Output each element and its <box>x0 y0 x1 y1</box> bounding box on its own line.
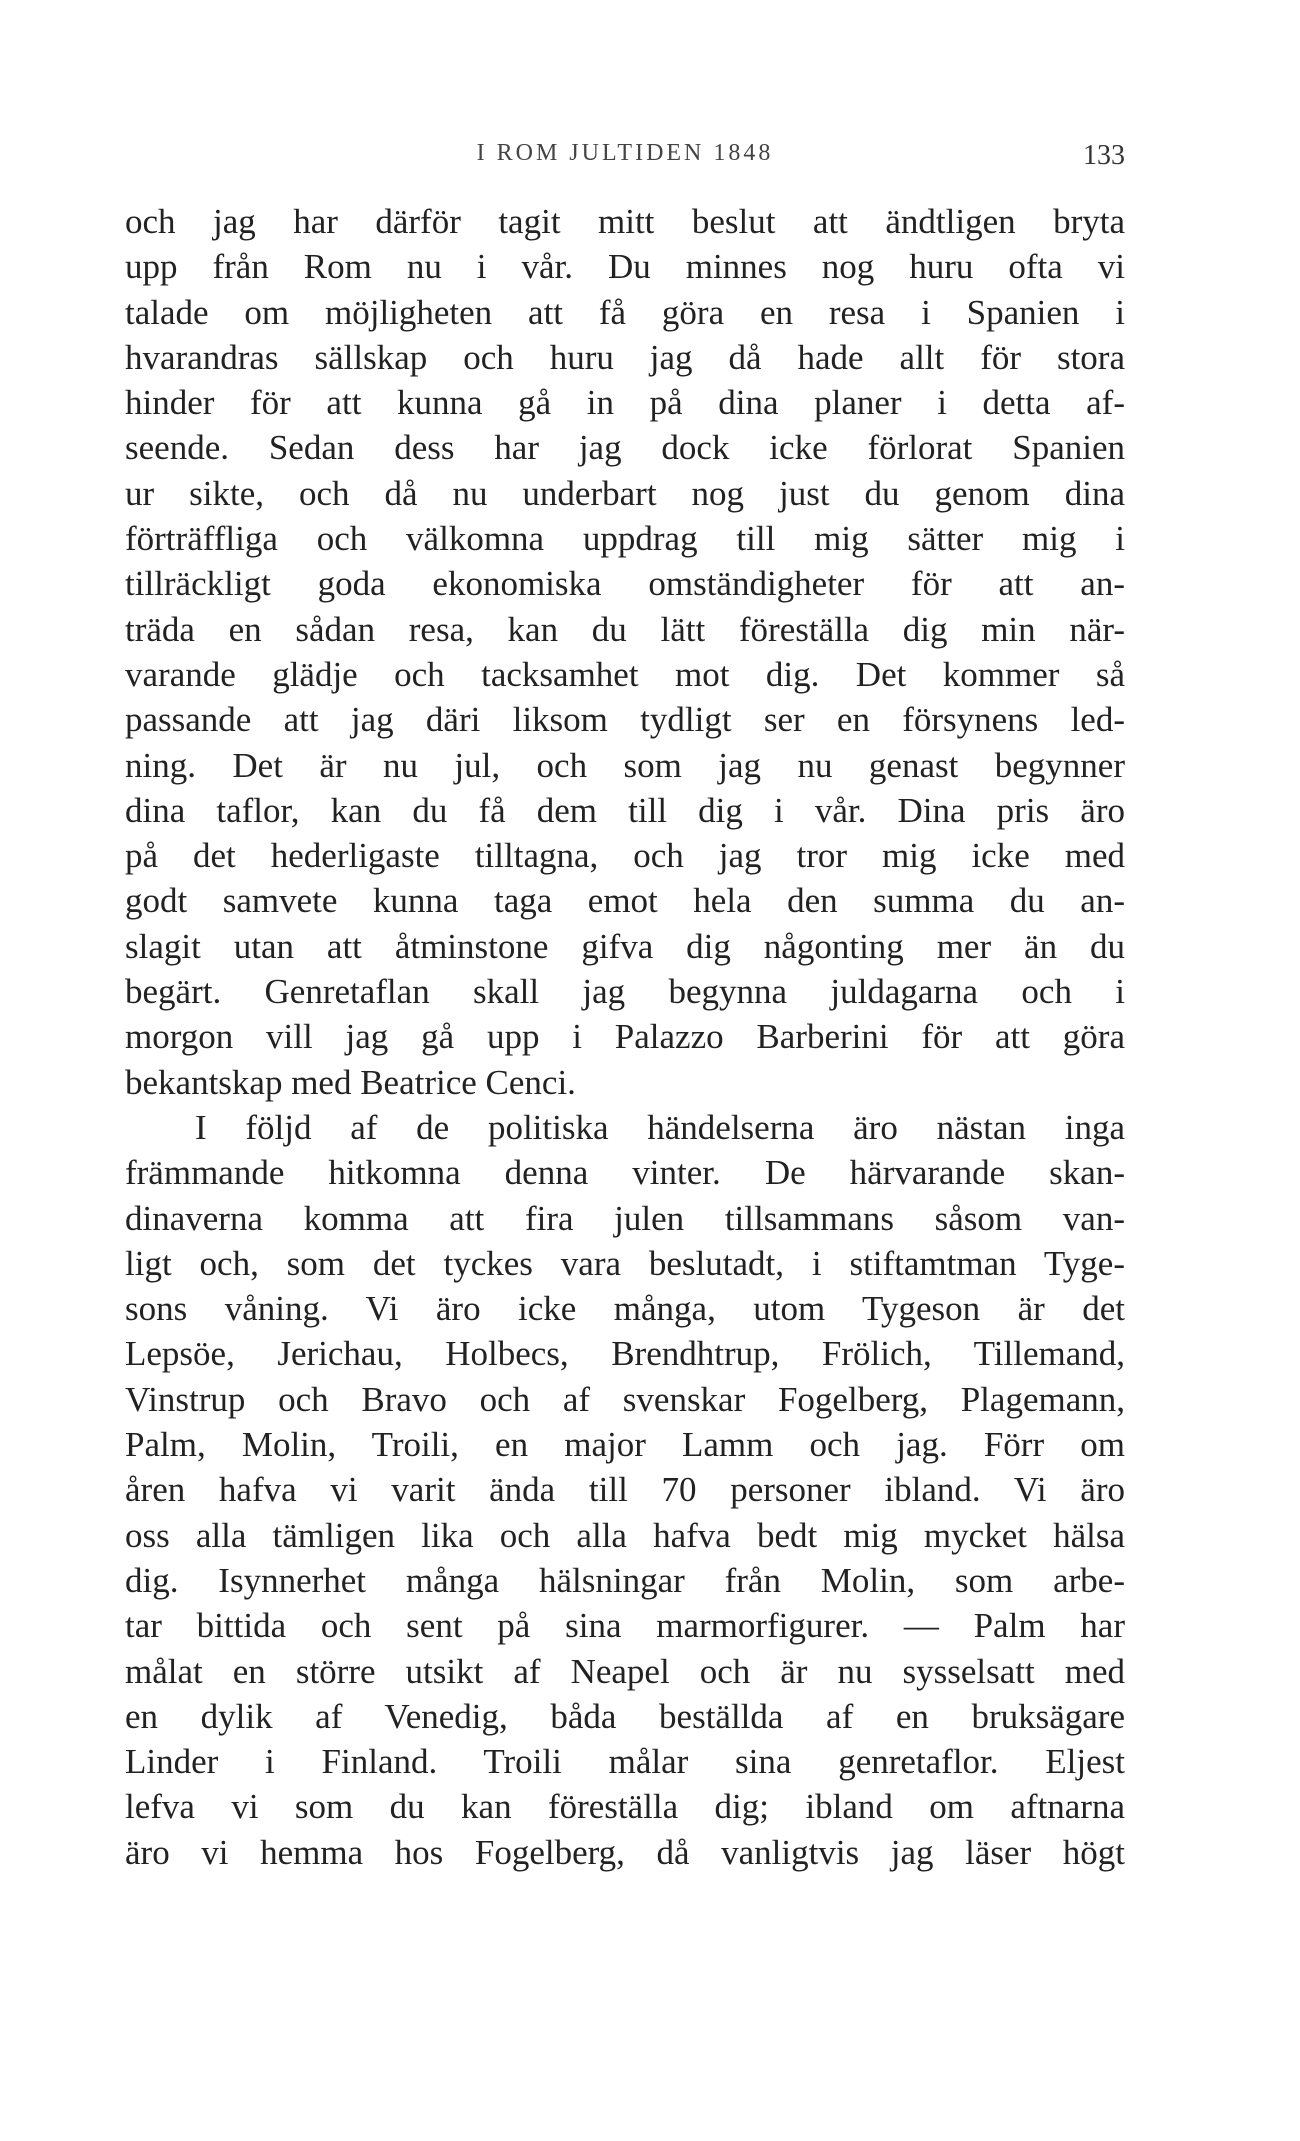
text-line: upp från Rom nu i vår. Du minnes nog huru ofta vi <box>125 247 1125 287</box>
text-line: målat en större utsikt af Neapel och är nu sysselsatt med <box>125 1651 1125 1691</box>
text-line: dinaverna komma att fira julen tillsammans såsom van- <box>125 1198 1125 1238</box>
text-line: seende. Sedan dess har jag dock icke förlorat Spanien <box>125 428 1125 468</box>
text-line: slagit utan att åtminstone gifva dig någonting mer än du <box>125 926 1125 966</box>
text-line: dina taflor, kan du få dem till dig i vår. Dina pris äro <box>125 790 1125 830</box>
text-line: dig. Isynnerhet många hälsningar från Molin, som arbe- <box>125 1560 1125 1600</box>
text-line: på det hederligaste tilltagna, och jag tror mig icke med <box>125 836 1125 876</box>
running-title: I ROM JULTIDEN 1848 <box>476 140 774 166</box>
page-number: 133 <box>1083 140 1125 171</box>
text-line: ligt och, som det tyckes vara beslutadt, i stiftamtman Tyge- <box>125 1243 1125 1283</box>
text-line: främmande hitkomna denna vinter. De härvarande skan- <box>125 1153 1125 1193</box>
text-line: lefva vi som du kan föreställa dig; ibland om aftnarna <box>125 1787 1125 1827</box>
text-line: Lepsöe, Jerichau, Holbecs, Brendhtrup, Frölich, Tillemand, <box>125 1334 1125 1374</box>
text-line: Palm, Molin, Troili, en major Lamm och jag. Förr om <box>125 1425 1125 1465</box>
text-line: Linder i Finland. Troili målar sina genretaflor. Eljest <box>125 1742 1125 1782</box>
text-line: oss alla tämligen lika och alla hafva bedt mig mycket hälsa <box>125 1515 1125 1555</box>
text-line: och jag har därför tagit mitt beslut att ändtligen bryta <box>125 202 1125 241</box>
text-line: begärt. Genretaflan skall jag begynna juldagarna och i <box>125 972 1125 1012</box>
text-line: Vinstrup och Bravo och af svenskar Fogelberg, Plagemann, <box>125 1379 1125 1419</box>
text-line: tillräckligt goda ekonomiska omständigheter för att an- <box>125 564 1125 604</box>
text-line: sons våning. Vi äro icke många, utom Tygeson är det <box>125 1289 1125 1329</box>
text-line: hvarandras sällskap och huru jag då hade allt för stora <box>125 337 1125 377</box>
text-line: ur sikte, och då nu underbart nog just du genom dina <box>125 473 1125 513</box>
text-line: åren hafva vi varit ända till 70 personer ibland. Vi äro <box>125 1470 1125 1510</box>
text-line: tar bittida och sent på sina marmorfigurer. — Palm har <box>125 1606 1125 1646</box>
text-line: varande glädje och tacksamhet mot dig. Det kommer så <box>125 654 1125 694</box>
body-text <box>125 199 1125 1875</box>
text-line: förträffliga och välkomna uppdrag till mig sätter mig i <box>125 519 1125 559</box>
text-line: ning. Det är nu jul, och som jag nu genast begynner <box>125 745 1125 785</box>
text-line: godt samvete kunna taga emot hela den summa du an- <box>125 881 1125 921</box>
paragraph-end-line: bekantskap med Beatrice Cenci. <box>125 1062 576 1102</box>
text-line: talade om möjligheten att få göra en resa i Spanien i <box>125 292 1125 332</box>
text-line: träda en sådan resa, kan du lätt föreställa dig min när- <box>125 609 1125 649</box>
text-line: äro vi hemma hos Fogelberg, då vanligtvis jag läser högt <box>125 1832 1125 1872</box>
text-line: morgon vill jag gå upp i Palazzo Barberini för att göra <box>125 1017 1125 1057</box>
paragraph-start-line: I följd af de politiska händelserna äro nästan inga <box>195 1107 1125 1147</box>
text-line: hinder för att kunna gå in på dina planer i detta af- <box>125 383 1125 423</box>
running-head <box>125 140 1125 180</box>
text-line: en dylik af Venedig, båda beställda af en bruksägare <box>125 1696 1125 1736</box>
text-line: passande att jag däri liksom tydligt ser en försynens led- <box>125 700 1125 740</box>
